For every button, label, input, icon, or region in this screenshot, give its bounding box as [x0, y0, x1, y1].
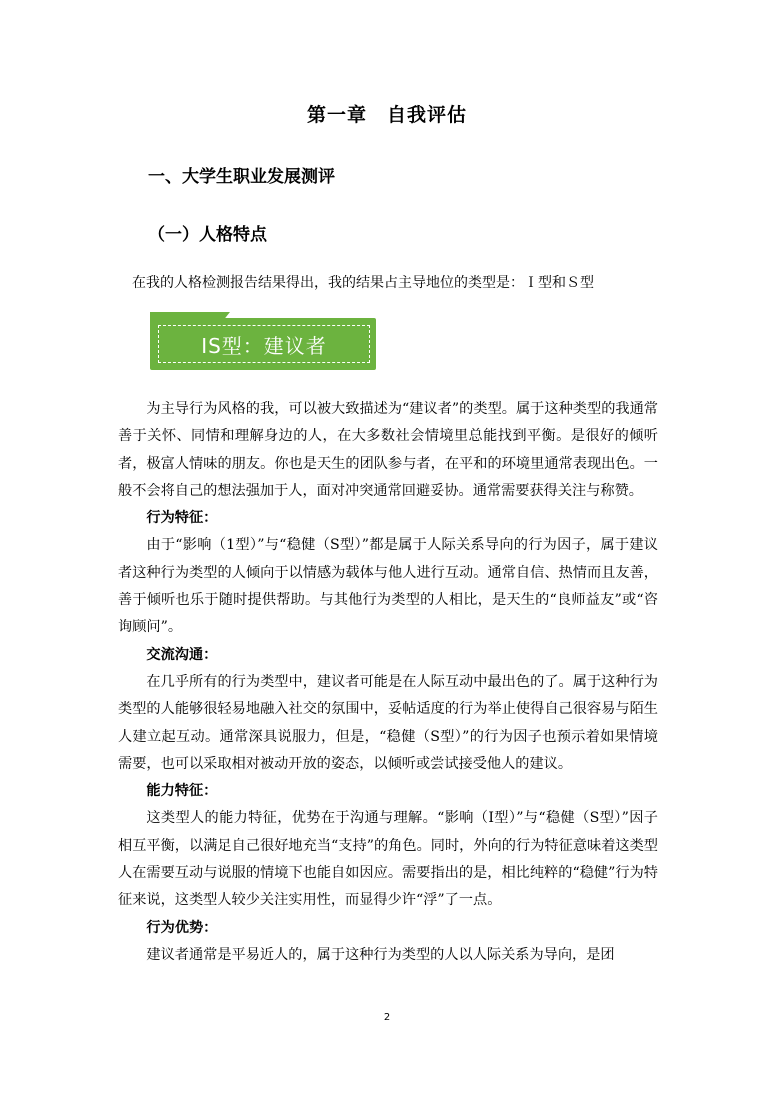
chapter-title: 第一章 自我评估: [306, 104, 467, 126]
communication-heading: 交流沟通：: [146, 646, 218, 663]
advantage-paragraph: 建议者通常是平易近人的，属于这种行为类型的人以人际关系为导向，是团: [146, 946, 615, 963]
ability-heading: 能力特征：: [146, 783, 218, 800]
banner-tab: [150, 312, 230, 322]
type-banner: [150, 312, 376, 368]
banner-label: IS型：建议者: [201, 333, 327, 358]
overview-paragraph: 为主导行为风格的我，可以被大致描述为“建议者”的类型。属于这种类型的我通常善于关怀、同情和理解身边的人，在大多数社会情境里总能找到平衡。是很好的倾听者，极富人情味的朋友。你也是天生的团队参与者，在平和的环境里通常表现出色。一般不会将自己的想法强加于人，面对冲突通常回避妥协。通常需要获得关注与称赞。: [118, 401, 658, 499]
page-number: 2: [383, 1012, 391, 1023]
advantage-heading: 行为优势：: [146, 919, 218, 936]
ability-paragraph: 这类型人的能力特征，优势在于沟通与理解。“影响（I型）”与“稳健（S型）”因子相互平衡，以满足自己很好地充当“支持”的角色。同时，外向的行为特征意味着这类型人在需要互动与说服的情境下也能自如因应。需要指出的是，相比纯粹的“稳健”行为特征来说，这类型人较少关注实用性，而显得少许“浮”了一点。: [118, 810, 658, 909]
intro-line: 在我的人格检测报告结果得出，我的结果占主导地位的类型是：Ｉ型和Ｓ型: [132, 275, 594, 291]
banner-dashed-frame: [158, 325, 370, 363]
behavior-paragraph: 由于“影响（1型）”与“稳健（S型）”都是属于人际关系导向的行为因子，属于建议者这种行为类型的人倾向于以情感为载体与他人进行互动。通常自信、热情而且友善，善于倾听也乐于随时提供帮助。与其他行为类型的人相比，是天生的“良师益友”或“咨询顾问”。: [118, 537, 658, 636]
behavior-heading: 行为特征：: [146, 510, 218, 527]
subsection-title: （一）人格特点: [148, 225, 267, 245]
body-text: [118, 396, 658, 969]
communication-paragraph: 在几乎所有的行为类型中，建议者可能是在人际互动中最出色的了。属于这种行为类型的人能够很轻易地融入社交的氛围中，妥帖适度的行为举止使得自己很容易与陌生人建立起互动。通常深具说服力，但是，“稳健（S型）”的行为因子也预示着如果情境需要，也可以采取相对被动开放的姿态，以倾听或尝试接受他人的建议。: [118, 673, 658, 772]
section-title: 一、大学生职业发展测评: [148, 167, 335, 187]
